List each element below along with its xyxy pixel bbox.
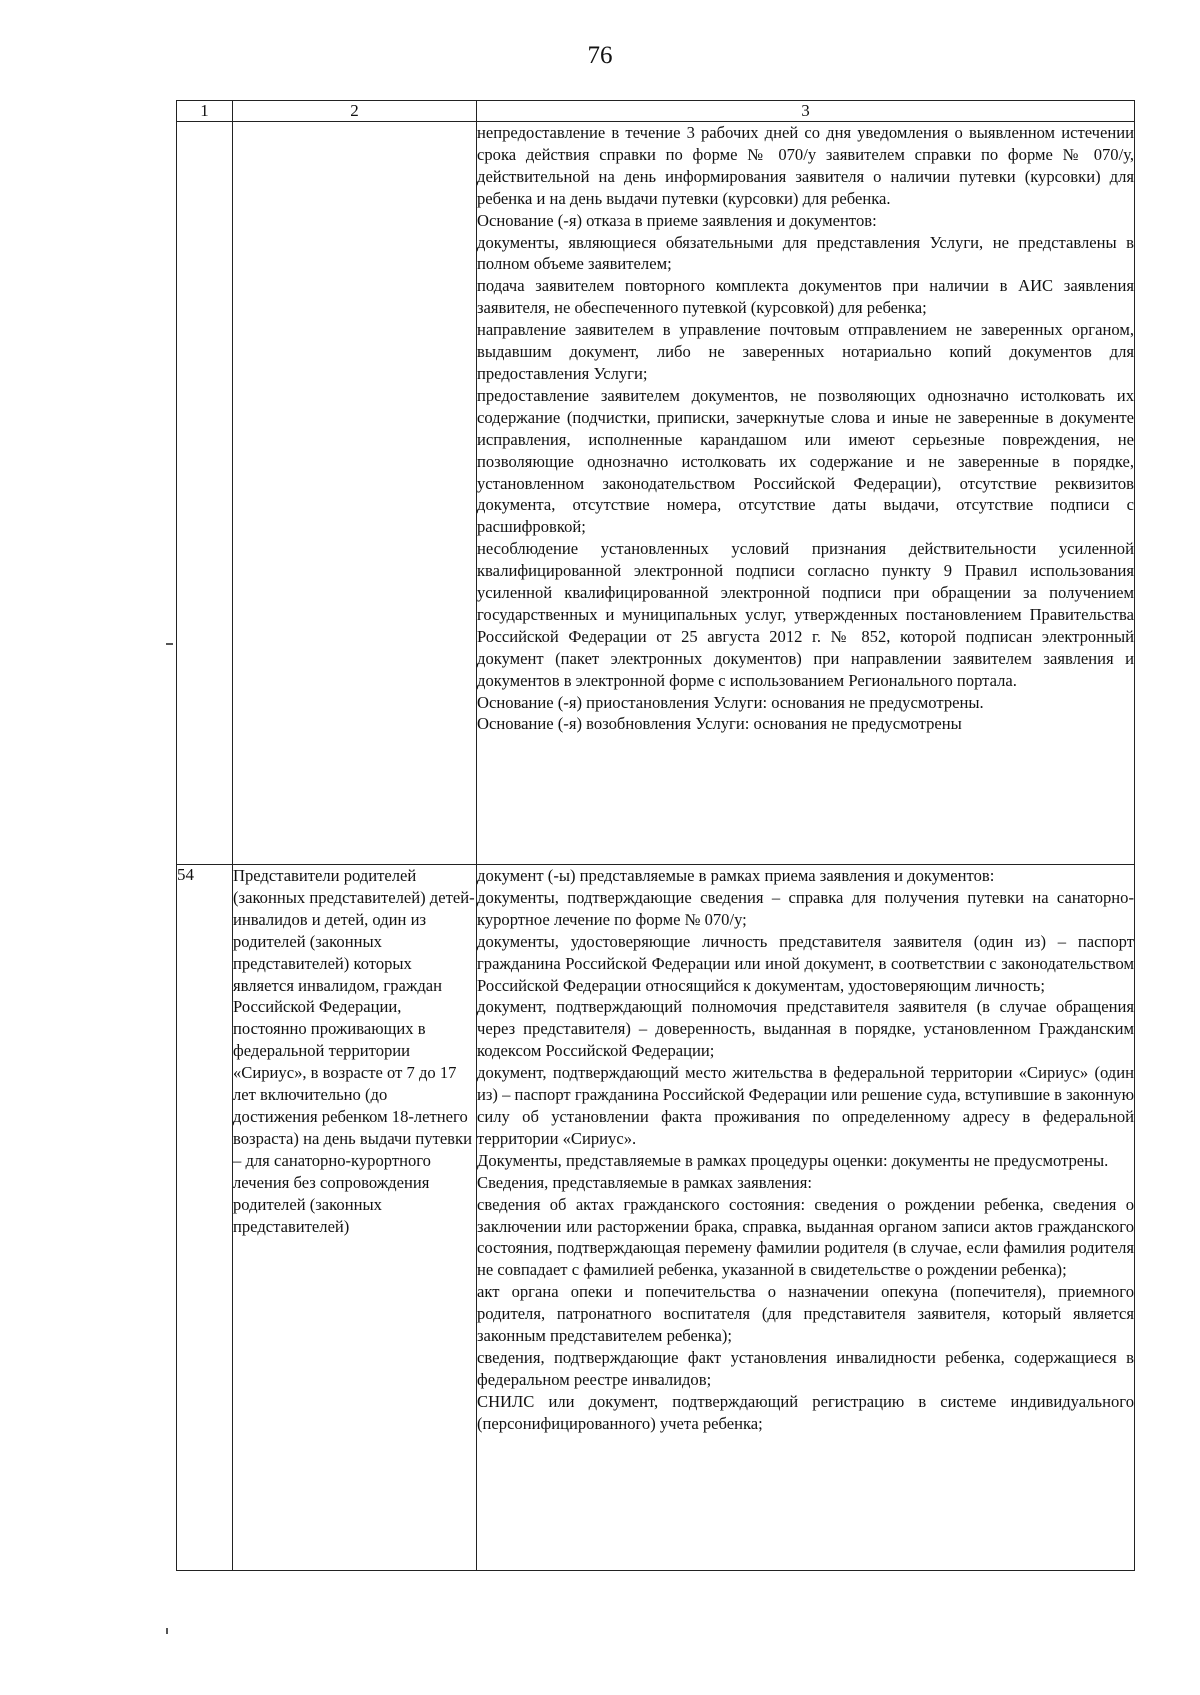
paragraph: документы, удостоверяющие личность представителя заявителя (один из) – паспорт гражданина Российской Федерации или иной документ, в соответствии с законодательством Российской Федерации относящийся к документам, удостоверяющим личность; [477, 931, 1134, 995]
paragraph: несоблюдение установленных условий признания действительности усиленной квалифицированной электронной подписи согласно пункту 9 Правил использования усиленной квалифицированной электронной подписи при обращении за получением государственных и муниципальных услуг, утвержденных постановлением Правительства Российской Федерации от 25 августа 2012 г. № 852, которой подписан электронный документ (пакет электронных документов) при направлении заявителем заявления и документов в электронной форме с использованием Регионального портала. [477, 539, 1134, 690]
row-description [233, 122, 477, 865]
page-number: 76 [587, 42, 613, 69]
column-header-2: 2 [233, 101, 477, 122]
paragraph: документ (-ы) представляемые в рамках приема заявления и документов: [477, 866, 995, 885]
paragraph: документ, подтверждающий полномочия представителя заявителя (в случае обращения через представителя) – доверенность, выданная в порядке, установленном Гражданским кодексом Российской Федерации; [477, 997, 1134, 1061]
paragraph: Основание (-я) приостановления Услуги: основания не предусмотрены. [477, 692, 984, 712]
paragraph: документ, подтверждающий место жительства в федеральной территории «Сириус» (один из) – паспорт гражданина Российской Федерации или решение суда, вступившие в законную силу об установлении факта проживания по определенному адресу в федеральной территории «Сириус». [477, 1063, 1134, 1148]
row-description: Представители родителей (законных представителей) детей-инвалидов и детей, один из родителей (законных представителей) которых является инвалидом, граждан Российской Федерации, постоянно проживающих в федеральной территории «Сириус», в возрасте от 7 до 17 лет включительно (до достижения ребенком 18-летнего возраста) на день выдачи путевки – для санаторно-курортного лечения без сопровождения родителей (законных представителей) [233, 865, 477, 1571]
column-header-1: 1 [177, 101, 233, 122]
paragraph: сведения, подтверждающие факт установления инвалидности ребенка, содержащиеся в федеральном реестре инвалидов; [477, 1347, 1134, 1389]
row-content [477, 122, 1135, 865]
table-header-row [177, 101, 1135, 122]
table-row [177, 122, 1135, 865]
paragraph: Сведения, представляемые в рамках заявления: [477, 1172, 813, 1192]
paragraph: Основание (-я) возобновления Услуги: основания не предусмотрены [477, 714, 962, 734]
paragraph: непредоставление в течение 3 рабочих дней со дня уведомления о выявленном истечении срока действия справки по форме № 070/у заявителем справки по форме № 070/у, действительной на день информирования заявителя о наличии путевки (курсовки) для ребенка и на день выдачи путевки (курсовки) для ребенка. [477, 123, 1134, 208]
paragraph: документы, являющиеся обязательными для представления Услуги, не представлены в полном объеме заявителем; [477, 232, 1134, 274]
table-row [177, 865, 1135, 1571]
row-number: 54 [177, 865, 233, 1571]
paragraph: подача заявителем повторного комплекта документов при наличии в АИС заявления заявителя, не обеспеченного путевкой (курсовкой) для ребенка; [477, 276, 1134, 318]
paragraph: акт органа опеки и попечительства о назначении опекуна (попечителя), приемного родителя, патронатного воспитателя (для представителя заявителя, который является законным представителем ребенка); [477, 1282, 1134, 1346]
document-table [176, 100, 1135, 1571]
paragraph: сведения об актах гражданского состояния: сведения о рождении ребенка, сведения о заключении или расторжении брака, справка, выданная органом записи актов гражданского состояния, подтверждающая перемену фамилии родителя (в случае, если фамилия родителя не совпадает с фамилией ребенка, указанной в свидетельстве о рождении ребенка); [477, 1194, 1134, 1280]
paragraph: Документы, представляемые в рамках процедуры оценки: документы не предусмотрены. [477, 1150, 1109, 1170]
scan-mark [166, 1628, 168, 1634]
row-content [477, 865, 1135, 1571]
paragraph: Основание (-я) отказа в приеме заявления и документов: [477, 210, 877, 230]
paragraph: документы, подтверждающие сведения – справка для получения путевки на санаторно-курортное лечение по форме № 070/у; [477, 887, 1134, 929]
scan-mark [166, 643, 173, 645]
paragraph: направление заявителем в управление почтовым отправлением не заверенных органом, выдавшим документ, либо не заверенных нотариально копий документов для предоставления Услуги; [477, 320, 1134, 383]
column-header-3: 3 [477, 101, 1135, 122]
row-number [177, 122, 233, 865]
paragraph: СНИЛС или документ, подтверждающий регистрацию в системе индивидуального (персонифицированного) учета ребенка; [477, 1391, 1134, 1433]
paragraph: предоставление заявителем документов, не позволяющих однозначно истолковать их содержание (подчистки, приписки, зачеркнутые слова и иные не заверенные в документе исправления, исполненные карандашом или имеют серьезные повреждения, не позволяющие однозначно истолковать их содержание и не заверенные в порядке, установленном законодательством Российской Федерации), отсутствие реквизитов документа, отсутствие номера, отсутствие даты выдачи, отсутствие подписи с расшифровкой; [477, 385, 1134, 537]
